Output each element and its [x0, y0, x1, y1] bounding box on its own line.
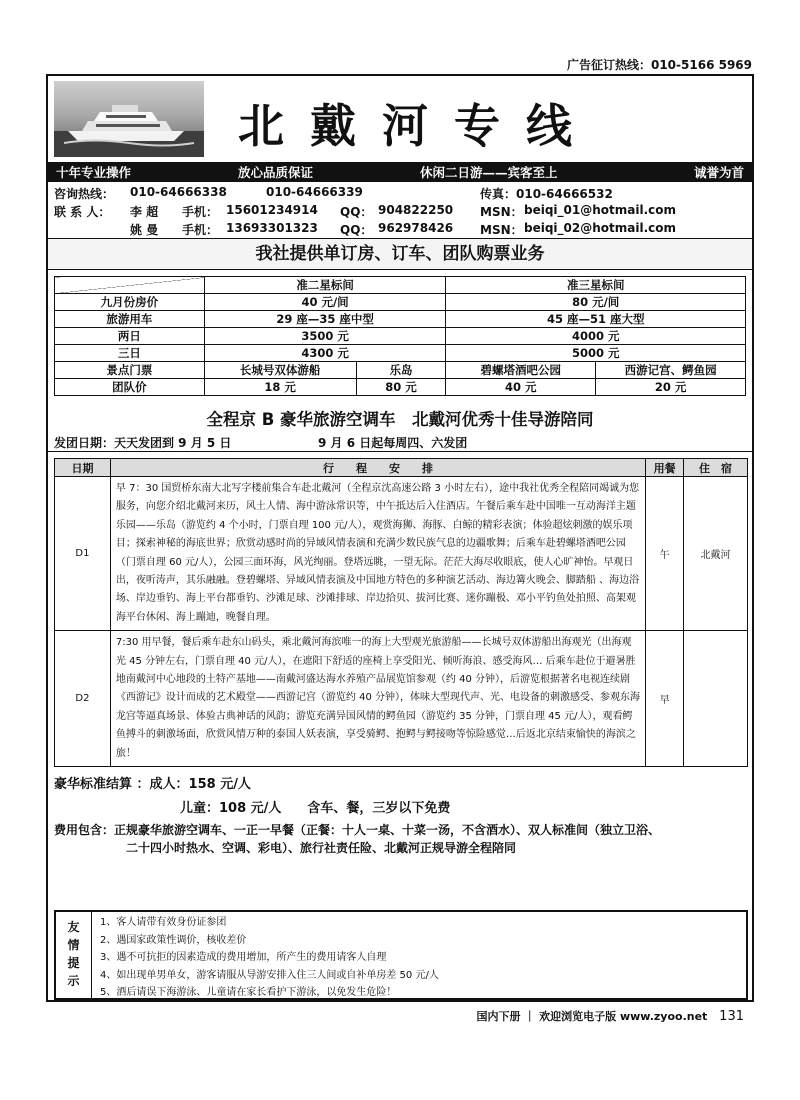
tips-label — [56, 912, 92, 998]
col-meal: 用餐 — [646, 459, 684, 477]
tips-list — [100, 914, 439, 1002]
day-schedule: 早 7：30 国贸桥东南大北写字楼前集合车赴北戴河（全程京沈高速公路 3 小时左右），途中我社优秀全程陪同竭诚为您服务，向您介绍北戴河来历，风土人情、海中游泳常识等，中午抵达后入住酒店。午餐后乘车赴中国唯一互动海洋主题乐园——乐岛（游览约 4 个小时，门票自理 100 元/人），观赏海狮、海豚、白鲸的精彩表演；体验超炫刺激的娱乐项目；探索神秘的海底世界；欣赏动感时尚的异域风情表演和充满少数民族气息的边疆歌舞；后乘车赴碧螺塔酒吧公园（门票自理 60 元/人），公园三面环海，风光绚丽。登塔远眺，一望无际。茫茫大海尽收眼底，使人心旷神怡。早观日出，夜听涛声，其乐融融。登碧螺塔、异域风情表演及中国地方特色的多种演艺活动、海边篝火晚会、脚踏船 、海边浴场、岸边垂钓、海上平台都垂钓、沙滩足球、沙滩排球、岸边拾贝、拔河比赛、迷你蹦极、邓小平钓鱼处拍照、高架观海平台休闲、海上蹦迪，晚餐自理。 — [110, 477, 645, 631]
person-2-mobile-label: 手机： — [182, 223, 219, 237]
tips-label-char: 示 — [67, 974, 80, 988]
row-label: 九月份房价 — [55, 294, 205, 311]
itinerary-row-d2 — [55, 631, 748, 767]
person-2-qq: 962978426 — [378, 221, 454, 235]
std2-header: 准二星标间 — [204, 277, 446, 294]
footer — [476, 1008, 744, 1024]
row-label: 两日 — [55, 328, 205, 345]
person-1-msn: beiqi_01@hotmail.com — [524, 203, 677, 217]
price-row — [55, 345, 746, 362]
day-meal: 午 — [646, 477, 684, 631]
service-banner: 我社提供单订房、订车、团队购票业务 — [48, 238, 752, 270]
day-stay — [684, 631, 748, 767]
fax: 传真：010-64666532 — [480, 187, 613, 201]
ticket-name: 碧螺塔酒吧公园 — [446, 362, 596, 379]
fees-block — [48, 767, 752, 859]
tip-item: 5、酒后请误下海游泳、儿童请在家长看护下游泳，以免发生危险！ — [100, 987, 397, 998]
itinerary-header-row — [55, 459, 748, 477]
tip-item: 3、遇不可抗拒的因素造成的费用增加，所产生的费用请客人自理 — [100, 952, 387, 963]
diagonal-cell — [55, 277, 205, 294]
page-frame — [46, 74, 754, 1002]
person-1-qq-label: QQ： — [340, 205, 373, 219]
ticket-price: 40 元 — [446, 379, 596, 396]
std3-value: 4000 元 — [446, 328, 746, 345]
day-label: D2 — [55, 631, 111, 767]
person-2-msn: beiqi_02@hotmail.com — [524, 221, 677, 235]
ticket-name: 乐岛 — [356, 362, 446, 379]
price-table — [54, 276, 746, 396]
price-row — [55, 294, 746, 311]
std2-value: 40 元/间 — [204, 294, 446, 311]
std2-value: 3500 元 — [204, 328, 446, 345]
tickets-label: 景点门票 — [55, 362, 205, 379]
contact-label: 联 系 人： — [54, 205, 111, 219]
footer-text: 国内下册 ｜ 欢迎浏览电子版 www.zyoo.net — [476, 1010, 708, 1023]
friendly-tips — [54, 910, 748, 1000]
child-price: 儿童：108 元/人 含车、餐，三岁以下免费 — [180, 801, 451, 817]
tips-label-char: 提 — [67, 956, 80, 970]
person-1-name: 李 超 — [130, 205, 159, 219]
person-2-mobile: 13693301323 — [226, 221, 318, 235]
std2-value: 29 座—35 座中型 — [204, 311, 446, 328]
depart-weekly: 9 月 6 日起每周四、六发团 — [318, 436, 468, 450]
departure-dates — [48, 430, 752, 452]
ticket-name: 西游记宫、鳄鱼园 — [596, 362, 746, 379]
person-2-qq-label: QQ： — [340, 223, 373, 237]
adult-price: 豪华标准结算 ：成人：158 元/人 — [54, 777, 251, 793]
depart-daily: 发团日期：天天发团到 9 月 5 日 — [54, 436, 232, 450]
phone-2: 010-64666339 — [266, 185, 363, 199]
group-label: 团队价 — [55, 379, 205, 396]
group-price-row — [55, 379, 746, 396]
person-2-msn-label: MSN： — [480, 223, 523, 237]
slogan-1: 十年专业操作 — [56, 165, 132, 180]
std3-value: 80 元/间 — [446, 294, 746, 311]
person-1-mobile-label: 手机： — [182, 205, 219, 219]
slogan-3: 休闲二日游——宾客至上 — [420, 165, 558, 180]
fee-includes-1: 费用包含：正规豪华旅游空调车、一正一早餐（正餐：十人一桌、十菜一汤，不含酒水）、双人标准间（独立卫浴、 — [54, 823, 661, 838]
std2-value: 4300 元 — [204, 345, 446, 362]
day-stay: 北戴河 — [684, 477, 748, 631]
ticket-price: 18 元 — [204, 379, 356, 396]
std3-value: 5000 元 — [446, 345, 746, 362]
page-number: 131 — [719, 1009, 744, 1024]
tip-item: 1、客人请带有效身份证参团 — [100, 917, 227, 928]
phone-label: 咨询热线： — [54, 187, 115, 201]
tip-item: 4、如出现单男单女，游客请服从导游安排入住三人间或自补单房差 50 元/人 — [100, 969, 439, 981]
tips-label-char: 情 — [67, 938, 80, 952]
tour-headline: 全程京 B 豪华旅游空调车 北戴河优秀十佳导游陪同 — [206, 410, 594, 429]
phone-1: 010-64666338 — [130, 185, 227, 199]
col-schedule: 行 程 安 排 — [110, 459, 645, 477]
row-label: 三日 — [55, 345, 205, 362]
ticket-name: 长城号双体游船 — [204, 362, 356, 379]
day-meal: 早 — [646, 631, 684, 767]
row-label: 旅游用车 — [55, 311, 205, 328]
ticket-price: 20 元 — [596, 379, 746, 396]
tip-item: 2、遇国家政策性调价，核收差价 — [100, 934, 247, 946]
person-1-qq: 904822250 — [378, 203, 454, 217]
std3-value: 45 座—51 座大型 — [446, 311, 746, 328]
col-stay: 住 宿 — [684, 459, 748, 477]
slogan-4: 诚誉为首 — [693, 165, 744, 180]
ticket-price: 80 元 — [356, 379, 446, 396]
day-schedule: 7:30 用早餐，餐后乘车赴东山码头，乘北戴河海滨唯一的海上大型观光旅游船——长城号双体游船出海观光（出海观光 45 分钟左右，门票自理 40 元/人），在遮阳下舒适的座椅上享受阳光、倾听海浪、感受海风… 后乘车赴位于避暑胜地南戴河中心地段的土特产基地——南戴河盛达海水养殖产品展览馆参观（约 40 分钟），后游览根据著名电视连续剧《西游记》设计而成的艺术殿堂——西游记宫（游览约 40 分钟），体味大型现代声、光、电设备的刺激感受、参观东海龙宫等逼真场景、体验古典神话的风韵；游览充满异国风情的鳄鱼园（游览约 35 分钟，门票自理 45 元/人），观看鳄鱼搏斗的刺激场面，欣赏风情万种的泰国人妖表演，享受骑鳄、抱鳄与鳄接吻等惊险感觉…后返北京结束愉快的海滨之旅！ — [110, 631, 645, 767]
tips-label-char: 友 — [67, 920, 80, 934]
fee-includes-2: 二十四小时热水、空调、彩电）、旅行社责任险、北戴河正规导游全程陪同 — [126, 841, 517, 856]
contact-block — [48, 182, 752, 238]
person-1-msn-label: MSN： — [480, 205, 523, 219]
person-2-name: 姚 曼 — [130, 223, 159, 237]
std3-header: 准三星标间 — [446, 277, 746, 294]
itinerary-row-d1 — [55, 477, 748, 631]
price-row — [55, 328, 746, 345]
slogan-bar — [48, 162, 752, 182]
tickets-row — [55, 362, 746, 379]
day-label: D1 — [55, 477, 111, 631]
ad-hotline: 广告征订热线：010-5166 5969 — [566, 58, 752, 72]
col-day: 日期 — [55, 459, 111, 477]
header — [48, 76, 752, 162]
ferry-photo — [54, 81, 204, 157]
price-header-row — [55, 277, 746, 294]
person-1-mobile: 15601234914 — [226, 203, 318, 217]
page-title: 北戴河专线 — [238, 99, 598, 153]
price-row — [55, 311, 746, 328]
itinerary-table — [54, 458, 748, 767]
slogan-2: 放心品质保证 — [238, 165, 314, 180]
